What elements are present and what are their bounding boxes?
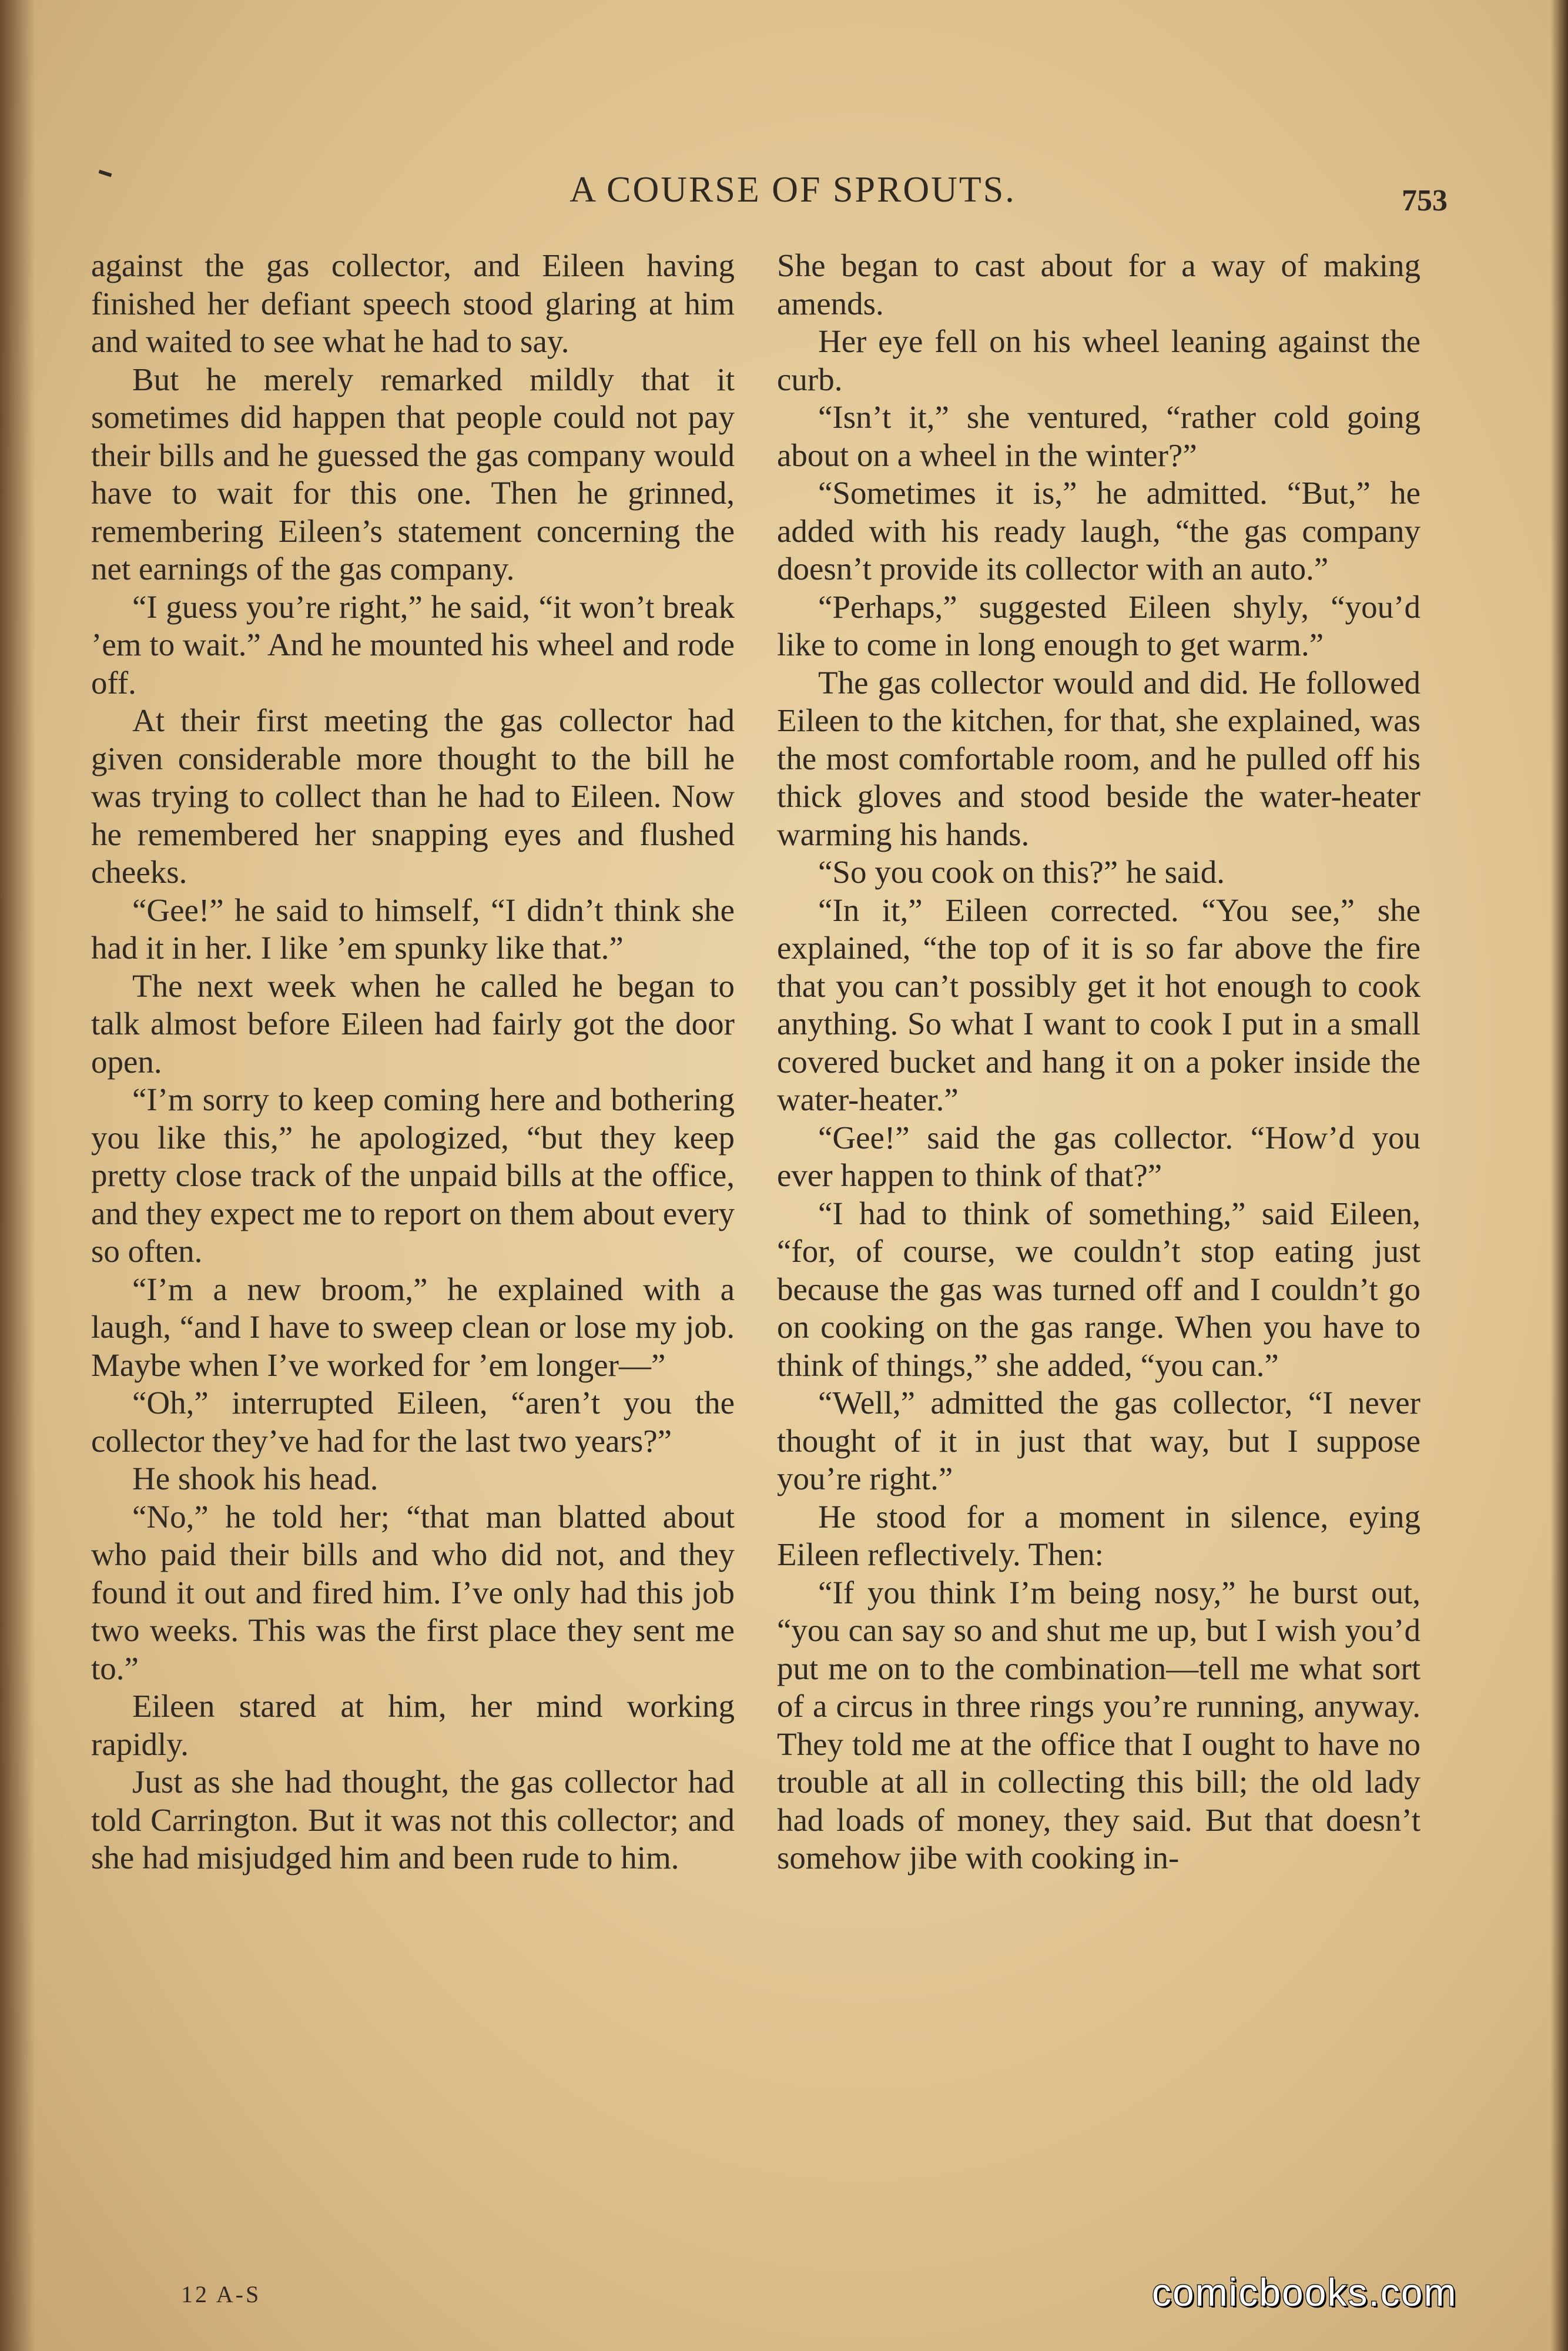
- paragraph: She began to cast about for a way of making amends.: [777, 247, 1420, 321]
- page-edge-shadow-left: [0, 0, 35, 2351]
- paragraph: He shook his head.: [132, 1461, 378, 1496]
- paragraph: “Perhaps,” suggested Eileen shyly, “you’d like to come in long enough to get warm.”: [777, 588, 1420, 662]
- paragraph: Eileen stared at him, her mind working rapidly.: [91, 1688, 735, 1762]
- page-edge-shadow-right: [1550, 0, 1568, 2351]
- paragraph: Her eye fell on his wheel leaning against the curb.: [777, 323, 1420, 397]
- site-watermark: comicbooks.com: [1152, 2270, 1458, 2314]
- right-column: [777, 247, 1420, 2269]
- paragraph: The next week when he called he began to talk almost before Eileen had fairly got the door open.: [91, 967, 735, 1080]
- paragraph: “Gee!” he said to himself, “I didn’t think she had it in her. I like ’em spunky like that.”: [91, 892, 735, 966]
- paragraph: “So you cook on this?” he said.: [818, 854, 1225, 890]
- paragraph: “I’m sorry to keep coming here and bothering you like this,” he apologized, “but they keep pretty close track of the unpaid bills at the office, and they expect me to report on them about every so often.: [91, 1081, 735, 1269]
- paragraph: “In it,” Eileen corrected. “You see,” she explained, “the top of it is so far above the fire that you can’t possibly get it hot enough to cook anything. So what I want to cook I put in a small covered bucket and hang it on a poker inside the water-heater.”: [777, 892, 1420, 1117]
- paragraph: “No,” he told her; “that man blatted about who paid their bills and who did not, and they found it out and fired him. I’ve only had this job two weeks. This was the first place they sent me to.”: [91, 1498, 735, 1686]
- paragraph: “Isn’t it,” she ventured, “rather cold going about on a wheel in the winter?”: [777, 399, 1420, 473]
- paragraph: “Gee!” said the gas collector. “How’d you ever happen to think of that?”: [777, 1119, 1420, 1193]
- running-title: A COURSE OF SPROUTS.: [569, 170, 1016, 210]
- paragraph: against the gas collector, and Eileen having finished her defiant speech stood glaring at him and waited to see what he had to say.: [91, 247, 735, 359]
- paragraph: The gas collector would and did. He followed Eileen to the kitchen, for that, she explained, was the most comfortable room, and he pulled off his thick gloves and stood beside the water-heater warming his hands.: [777, 664, 1420, 852]
- left-column: [91, 247, 735, 2269]
- paragraph: “Oh,” interrupted Eileen, “aren’t you the collector they’ve had for the last two years?”: [91, 1385, 735, 1459]
- paragraph: At their first meeting the gas collector had given considerable more thought to the bill he was trying to collect than he had to Eileen. Now he remembered her snapping eyes and flushed cheeks.: [91, 702, 735, 890]
- page-number: 753: [1402, 184, 1448, 217]
- paragraph: “I had to think of something,” said Eileen, “for, of course, we couldn’t stop eating just because the gas was turned off and I couldn’t go on cooking on the gas range. When you have to think of things,” she added, “you can.”: [777, 1195, 1420, 1383]
- signature-mark: 12 A-S: [181, 2281, 262, 2308]
- paragraph: “Sometimes it is,” he admitted. “But,” he added with his ready laugh, “the gas company doesn’t provide its collector with an auto.”: [777, 475, 1420, 587]
- paragraph: “I’m a new broom,” he explained with a laugh, “and I have to sweep clean or lose my job. Maybe when I’ve worked for ’em longer—”: [91, 1271, 735, 1383]
- paragraph: Just as she had thought, the gas collector had told Carrington. But it was not this collector; and she had misjudged him and been rude to him.: [91, 1764, 735, 1876]
- paragraph: “Well,” admitted the gas collector, “I never thought of it in just that way, but I suppose you’re right.”: [777, 1385, 1420, 1496]
- paragraph: He stood for a moment in silence, eying Eileen reflectively. Then:: [777, 1498, 1420, 1572]
- paragraph: “I guess you’re right,” he said, “it won’t break ’em to wait.” And he mounted his wheel and rode off.: [91, 588, 735, 701]
- paragraph: But he merely remarked mildly that it sometimes did happen that people could not pay their bills and he guessed the gas company would have to wait for this one. Then he grinned, remembering Eileen’s statement concerning the net earnings of the gas company.: [91, 361, 735, 587]
- paragraph: “If you think I’m being nosy,” he burst out, “you can say so and shut me up, but I wish you’d put me on to the combination—tell me what sort of a circus in three rings you’re running, anyway. They told me at the office that I ought to have no trouble at all in collecting this bill; the old lady had loads of money, they said. But that doesn’t somehow jibe with cooking in-: [777, 1574, 1420, 1876]
